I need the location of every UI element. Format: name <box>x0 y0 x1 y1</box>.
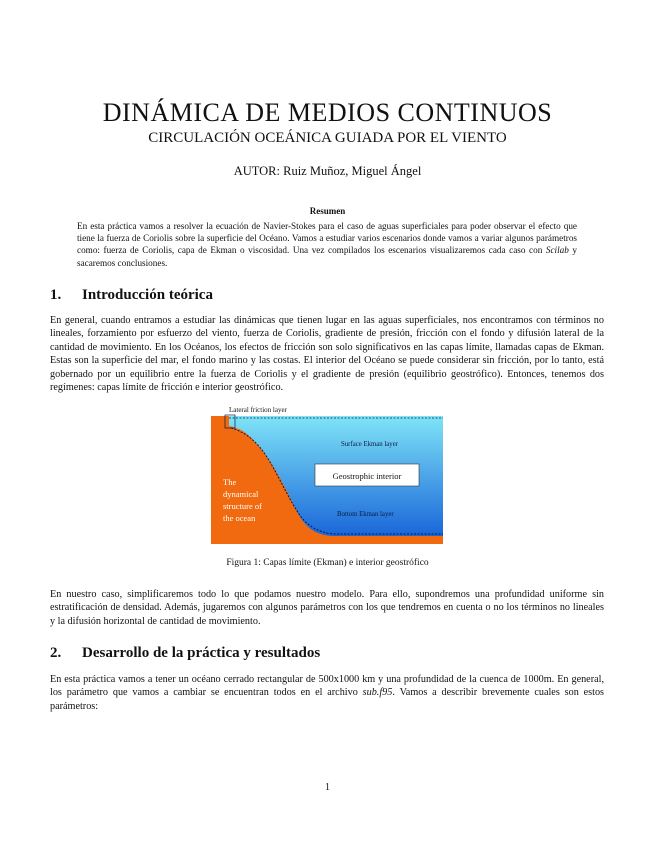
label-structure-line-1: The <box>223 477 237 487</box>
label-geostrophic: Geostrophic interior <box>332 471 402 481</box>
document-subtitle: CIRCULACIÓN OCEÁNICA GUIADA POR EL VIENTO <box>148 130 507 146</box>
document-title: DINÁMICA DE MEDIOS CONTINUOS <box>102 98 553 127</box>
section-1-heading: 1. Introducción teórica <box>50 287 213 303</box>
abstract-text: En esta práctica vamos a resolver la ecuación de Navier-Stokes para el caso de aguas superficiales para poder observar el efecto que tiene la fuerza de Coriolis sobre la superficie del Océano. Vamos a estudiar varios escenarios donde vamos a variar algunos parámetros como: fuerza de Coriolis, capa de Ekman o viscosidad. Una vez compilados los escenarios visualizaremos cada caso con Scilab y sacaremos conclusiones. <box>77 221 578 268</box>
label-structure-line-2: dynamical <box>223 489 259 499</box>
filename-reference: sub.f95 <box>362 687 393 699</box>
section-1-paragraph-1: En general, cuando entramos a estudiar las dinámicas que tienen lugar en las aguas superficiales, nos encontramos con términos no lineales, forzamiento por esfuerzo del viento, fuerza de Coriolis, gradiente de presión, fricción con el fondo y difusión lateral de la cantidad de movimiento. En los Océanos, los efectos de fricción son solo significativos en las capas límite, llamadas capas de Ekman. Estas son la superficie del mar, el fondo marino y las costas. El interior del Océano se puede considerar sin fricción, por lo tanto, está gobernado por un equilibrio entre la fuerza de Coriolis y el gradiente de presión (equilibrio geostrófico). Entonces, tenemos dos regímenes: capas límite de fricción e interior geostrófico. <box>50 315 604 394</box>
label-bottom-ekman: Bottom Ekman layer <box>337 511 394 518</box>
label-structure-line-4: the ocean <box>223 513 256 523</box>
ocean-structure-diagram <box>211 396 443 544</box>
author-line: AUTOR: Ruiz Muñoz, Miguel Ángel <box>233 164 422 178</box>
label-surface-ekman: Surface Ekman layer <box>341 441 398 448</box>
section-2-heading: 2. Desarrollo de la práctica y resultados <box>50 645 321 661</box>
label-lateral-friction: Lateral friction layer <box>229 406 287 414</box>
abstract-heading: Resumen <box>309 206 346 216</box>
page-number: 1 <box>325 782 330 793</box>
figure-ocean-structure <box>211 396 443 544</box>
section-2-paragraph-1: En esta práctica vamos a tener un océano cerrado rectangular de 500x1000 km y una profundidad de la cuenca de 1000m. En general, los parámetro que vamos a cambiar se encuentran todos en el archivo sub.f95. Vamos a describir brevemente cuales son estos parámetros: <box>50 674 604 712</box>
label-structure-line-3: structure of <box>223 501 262 511</box>
abstract-software-name: Scilab <box>545 245 569 256</box>
figure-caption: Figura 1: Capas límite (Ekman) e interior geostrófico <box>226 558 429 568</box>
section-1-paragraph-2: En nuestro caso, simplificaremos todo lo que podamos nuestro modelo. Para ello, supondremos una profundidad uniforme sin estratificación de densidad. Además, jugaremos con algunos parámetros con los que tendremos en cuenta o no los términos no lineales y la difusión horizontal de cantidad de movimiento. <box>50 589 604 627</box>
